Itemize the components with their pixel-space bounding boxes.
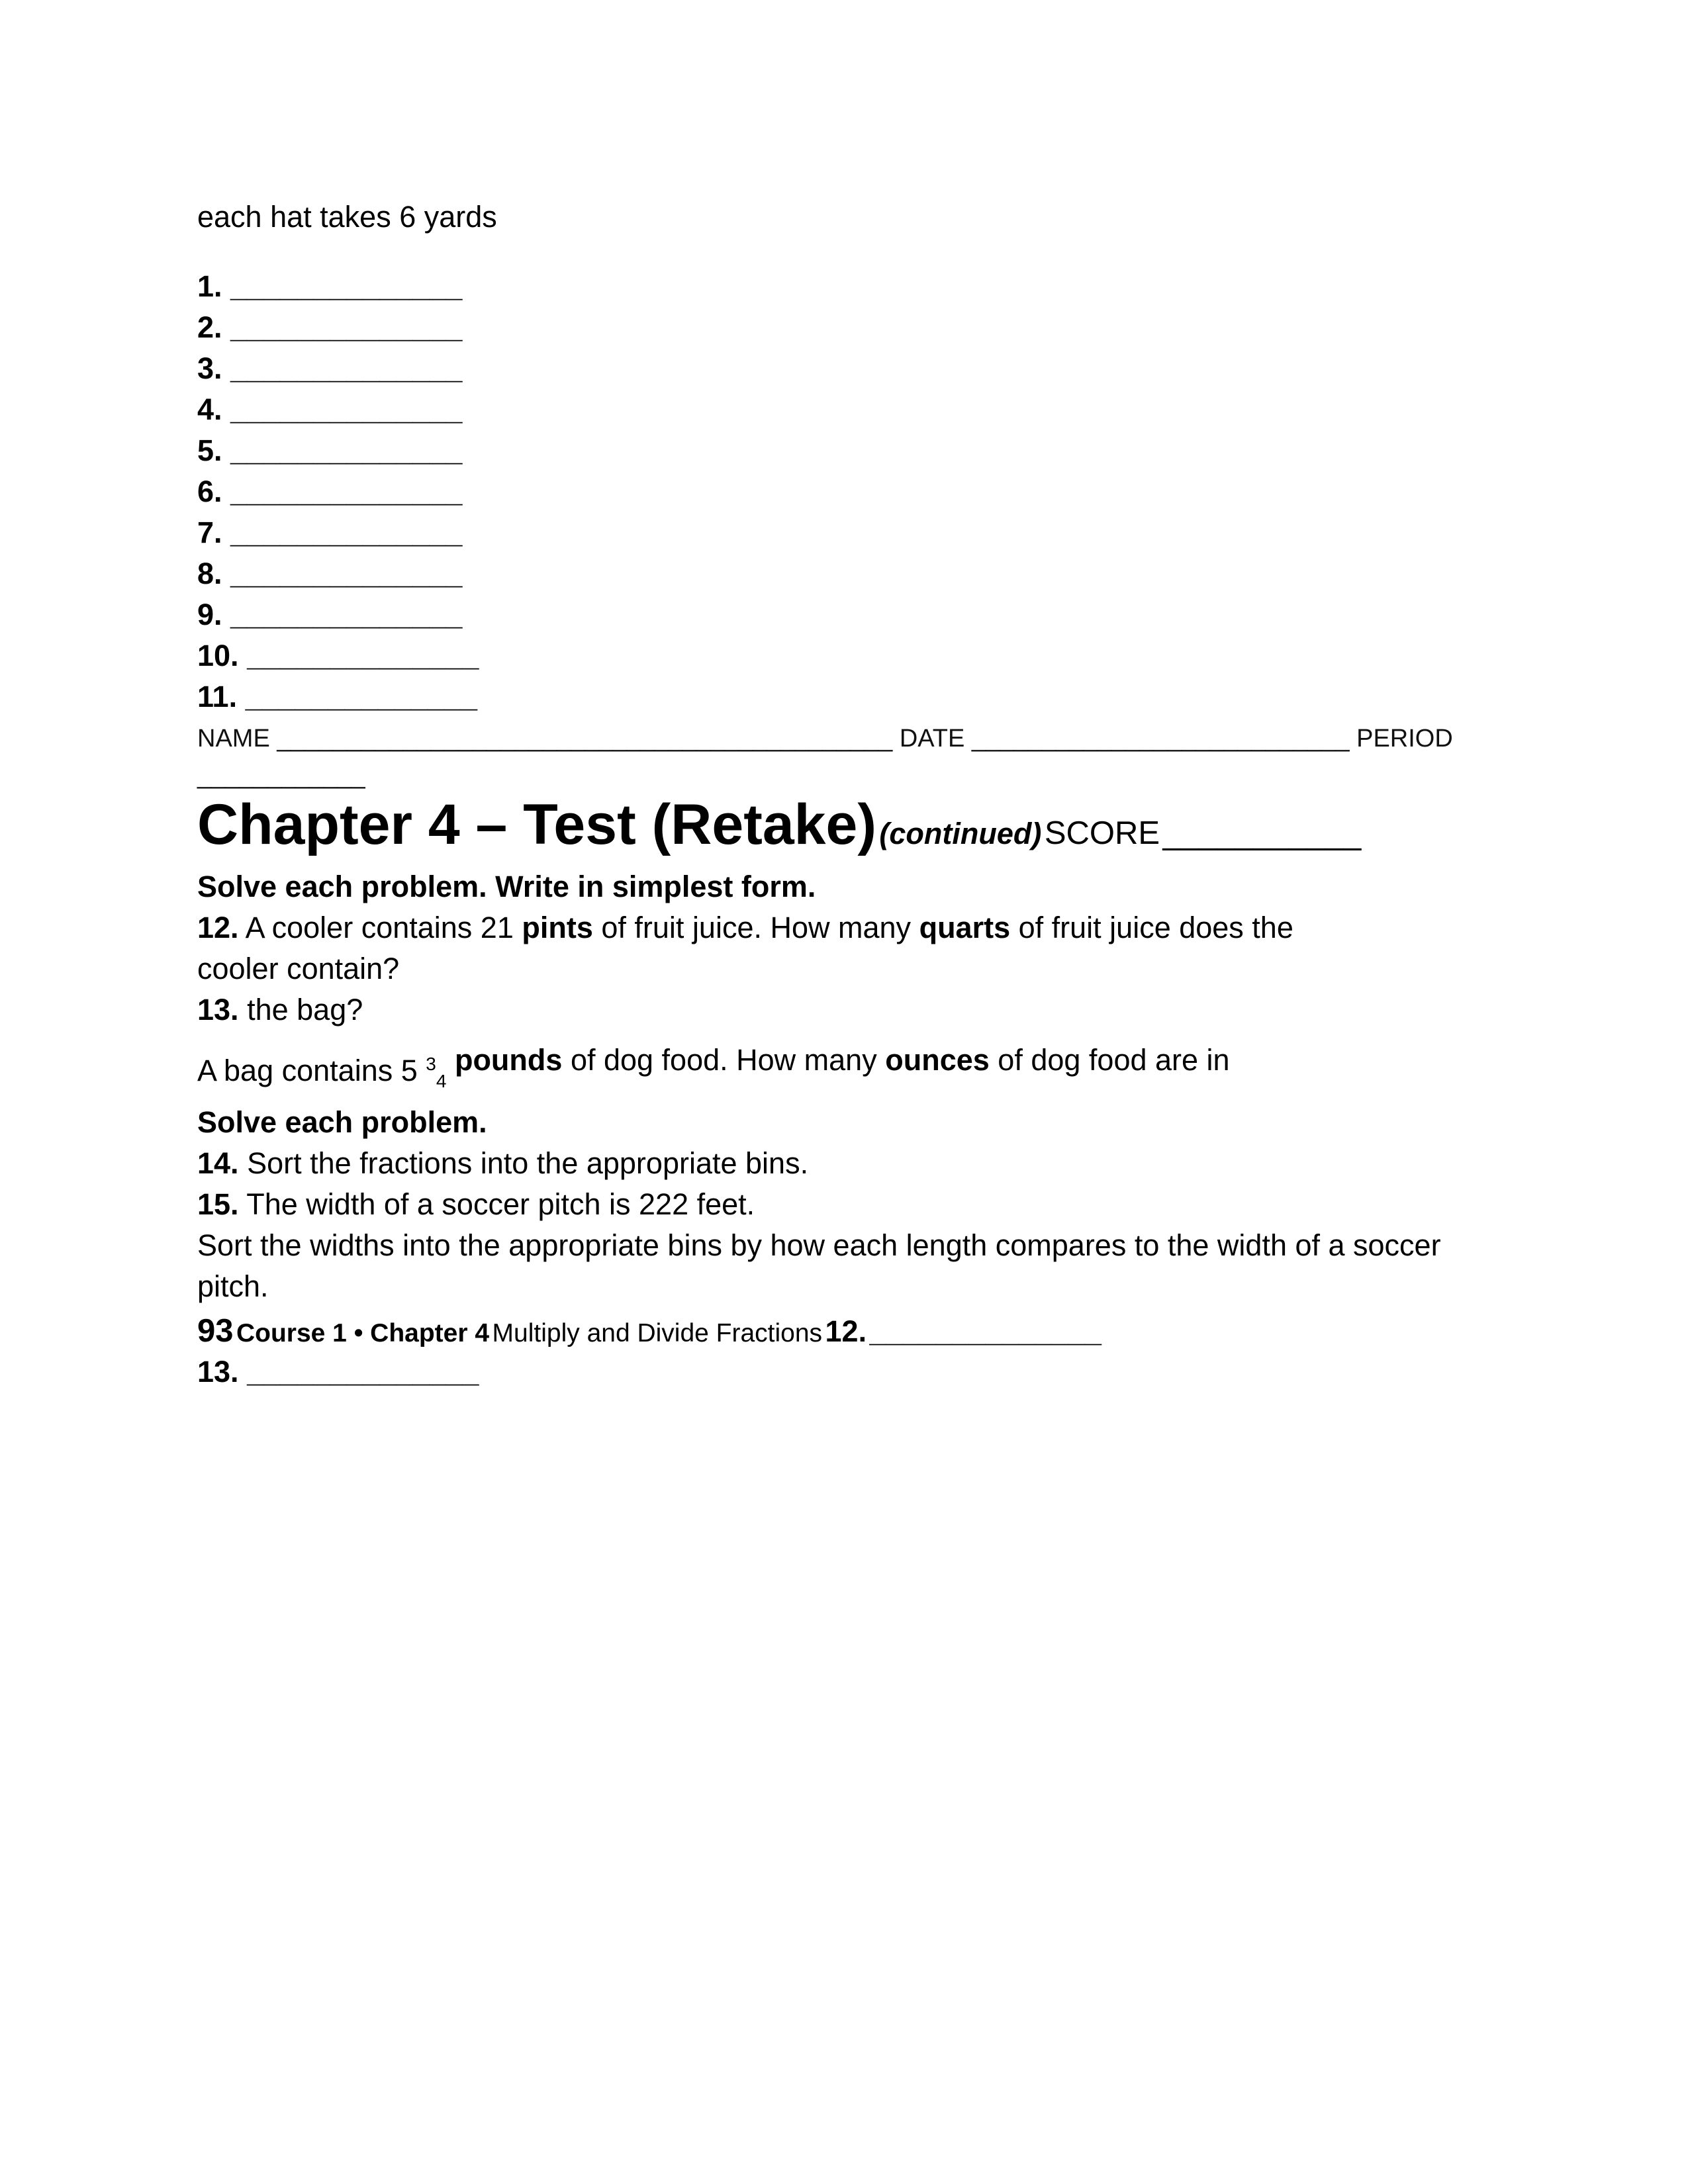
answer-line-label: 2. [197, 310, 222, 344]
answer-line [197, 559, 479, 600]
student-info-line [197, 726, 1453, 751]
question-13 [197, 995, 363, 1024]
answer-line [197, 271, 479, 312]
page-footer [197, 1312, 1102, 1349]
answer-line-label: 8. [197, 557, 222, 590]
period-field[interactable]: ____________ [197, 762, 365, 790]
answer-line-label: 11. [197, 680, 238, 713]
answer-line-field[interactable]: ______________ [230, 557, 463, 590]
answer-12-field[interactable]: ______________ [869, 1314, 1102, 1348]
subject-label: Multiply and Divide Fractions [492, 1319, 823, 1347]
answer-13-field[interactable]: ______________ [247, 1355, 479, 1388]
section1-instruction: Solve each problem. Write in simplest form. [197, 870, 816, 903]
answer-13-row [197, 1357, 479, 1387]
name-label: NAME [197, 725, 270, 752]
answer-line-field[interactable]: ______________ [230, 392, 463, 426]
answer-12-label: 12. [825, 1314, 867, 1348]
q13-text-c: of dog food are in [998, 1043, 1230, 1077]
answer-line-label: 10. [197, 639, 239, 672]
score-label: SCORE [1044, 815, 1160, 851]
q13-text-first: the bag? [247, 993, 363, 1026]
q13-text-a: A bag contains 5 [197, 1054, 418, 1087]
question-12 [197, 913, 1293, 942]
q12-bold-quarts: quarts [919, 911, 1011, 944]
answer-line-field[interactable]: ______________ [230, 516, 463, 549]
q12-text-a: A cooler contains 21 [245, 911, 514, 944]
answer-line-field[interactable]: ______________ [230, 598, 463, 631]
page-title-row [197, 793, 1362, 856]
date-field[interactable]: ___________________________ [971, 725, 1350, 752]
answer-line-field[interactable]: ______________ [230, 475, 463, 508]
answer-line-field[interactable]: ______________ [230, 269, 463, 303]
answer-line [197, 600, 479, 641]
answer-line [197, 477, 479, 518]
question-12-line2: cooler contain? [197, 952, 400, 985]
answer-line-label: 6. [197, 475, 222, 508]
course-label: Course 1 • Chapter 4 [236, 1319, 490, 1347]
answer-line-field[interactable]: ______________ [230, 351, 463, 385]
answer-line [197, 682, 479, 723]
q15-text: The width of a soccer pitch is 222 feet. [246, 1187, 755, 1221]
answer-line-label: 7. [197, 516, 222, 549]
q13-bold-ounces: ounces [885, 1043, 990, 1077]
top-note: each hat takes 6 yards [197, 200, 497, 234]
q14-text: Sort the fractions into the appropriate bins. [247, 1146, 809, 1180]
answer-line [197, 312, 479, 353]
question-14 [197, 1148, 808, 1178]
name-field[interactable]: ____________________________________________ [277, 725, 893, 752]
answer-line [197, 641, 479, 682]
question-15-line3: pitch. [197, 1269, 269, 1303]
question-15 [197, 1189, 755, 1219]
question-13-body [197, 1043, 1230, 1091]
mixed-fraction [426, 1054, 447, 1091]
answer-line-label: 1. [197, 269, 222, 303]
answer-line-field[interactable]: ______________ [247, 639, 479, 672]
answer-line [197, 353, 479, 394]
page-title: Chapter 4 – Test (Retake) [197, 793, 876, 856]
answer-lines [197, 271, 479, 723]
fraction-numerator: 3 [426, 1054, 436, 1074]
score-field[interactable]: ___________ [1162, 815, 1362, 851]
answer-line-label: 5. [197, 433, 222, 467]
question-15-line2: Sort the widths into the appropriate bins by how each length compares to the width of a soccer [197, 1228, 1441, 1262]
continued-label: (continued) [879, 817, 1042, 850]
question-12-number: 12. [197, 911, 239, 944]
answer-line-field[interactable]: ______________ [245, 680, 477, 713]
question-14-number: 14. [197, 1146, 239, 1180]
answer-line-field[interactable]: ______________ [230, 433, 463, 467]
question-13-number: 13. [197, 993, 239, 1026]
question-15-number: 15. [197, 1187, 239, 1221]
q12-text-b: of fruit juice. How many [601, 911, 912, 944]
answer-line [197, 394, 479, 435]
date-label: DATE [899, 725, 965, 752]
q12-text-c: of fruit juice does the [1018, 911, 1293, 944]
answer-13-label: 13. [197, 1355, 239, 1388]
q13-text-b: of dog food. How many [570, 1043, 877, 1077]
fraction-denominator: 4 [436, 1071, 447, 1091]
q13-bold-pounds: pounds [454, 1043, 563, 1077]
answer-line [197, 518, 479, 559]
answer-line-label: 9. [197, 598, 222, 631]
section2-instruction: Solve each problem. [197, 1105, 487, 1139]
answer-line-label: 3. [197, 351, 222, 385]
period-label: PERIOD [1356, 725, 1453, 752]
answer-line-label: 4. [197, 392, 222, 426]
answer-line [197, 435, 479, 477]
q12-bold-pints: pints [522, 911, 593, 944]
page-number: 93 [197, 1313, 234, 1349]
answer-line-field[interactable]: ______________ [230, 310, 463, 344]
